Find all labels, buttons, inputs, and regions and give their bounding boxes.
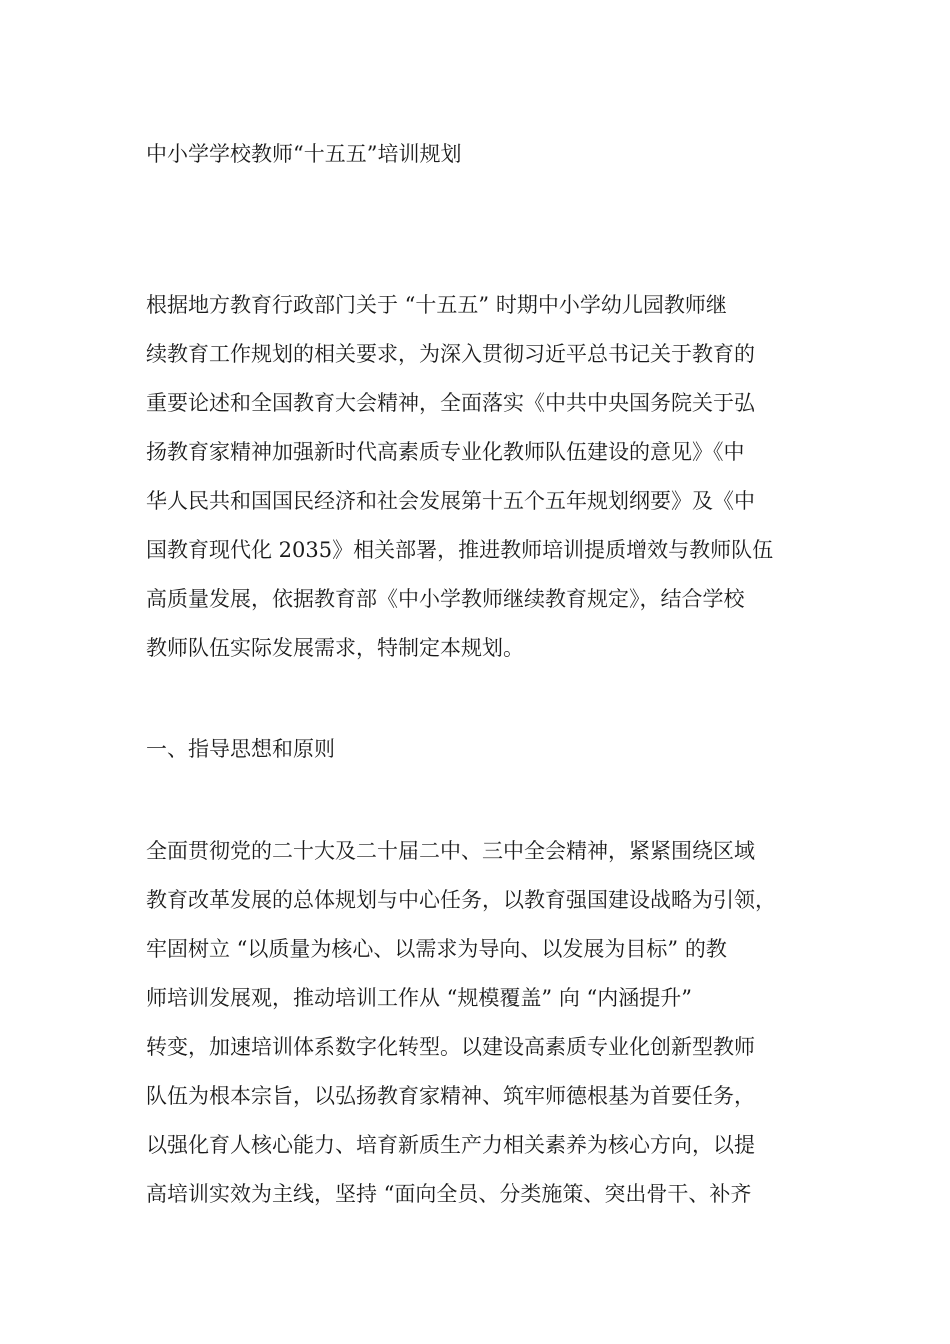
section-heading: 一、指导思想和原则 <box>146 737 335 761</box>
paragraph-line: 高质量发展，依据教育部《中小学教师继续教育规定》，结合学校 <box>146 587 745 611</box>
paragraph-line: 教育改革发展的总体规划与中心任务，以教育强国建设战略为引领， <box>146 888 776 912</box>
paragraph-line: 续教育工作规划的相关要求，为深入贯彻习近平总书记关于教育的 <box>146 342 755 366</box>
paragraph-line: 高培训实效为主线，坚持 “面向全员、分类施策、突出骨干、补齐 <box>146 1182 752 1206</box>
paragraph-line: 国教育现代化 2035》相关部署，推进教师培训提质增效与教师队伍 <box>146 538 774 562</box>
paragraph-line: 扬教育家精神加强新时代高素质专业化教师队伍建设的意见》《中 <box>146 440 745 464</box>
document-title: 中小学学校教师“十五五”培训规划 <box>146 142 462 166</box>
paragraph-line: 重要论述和全国教育大会精神，全面落实《中共中央国务院关于弘 <box>146 391 755 415</box>
intro-paragraph <box>146 281 826 673</box>
paragraph-line: 华人民共和国国民经济和社会发展第十五个五年规划纲要》及《中 <box>146 489 755 513</box>
paragraph-line: 牢固树立 “以质量为核心、以需求为导向、以发展为目标” 的教 <box>146 937 727 961</box>
guiding-principles-paragraph <box>146 827 826 1219</box>
paragraph-line: 师培训发展观，推动培训工作从 “规模覆盖” 向 “内涵提升” <box>146 986 692 1010</box>
paragraph-line: 根据地方教育行政部门关于 “十五五” 时期中小学幼儿园教师继 <box>146 293 727 317</box>
paragraph-line: 转变，加速培训体系数字化转型。以建设高素质专业化创新型教师 <box>146 1035 755 1059</box>
paragraph-line: 全面贯彻党的二十大及二十届二中、三中全会精神，紧紧围绕区域 <box>146 839 755 863</box>
paragraph-line: 队伍为根本宗旨，以弘扬教育家精神、筑牢师德根基为首要任务， <box>146 1084 755 1108</box>
paragraph-line: 以强化育人核心能力、培育新质生产力相关素养为核心方向，以提 <box>146 1133 755 1157</box>
paragraph-line: 教师队伍实际发展需求，特制定本规划。 <box>146 636 524 660</box>
